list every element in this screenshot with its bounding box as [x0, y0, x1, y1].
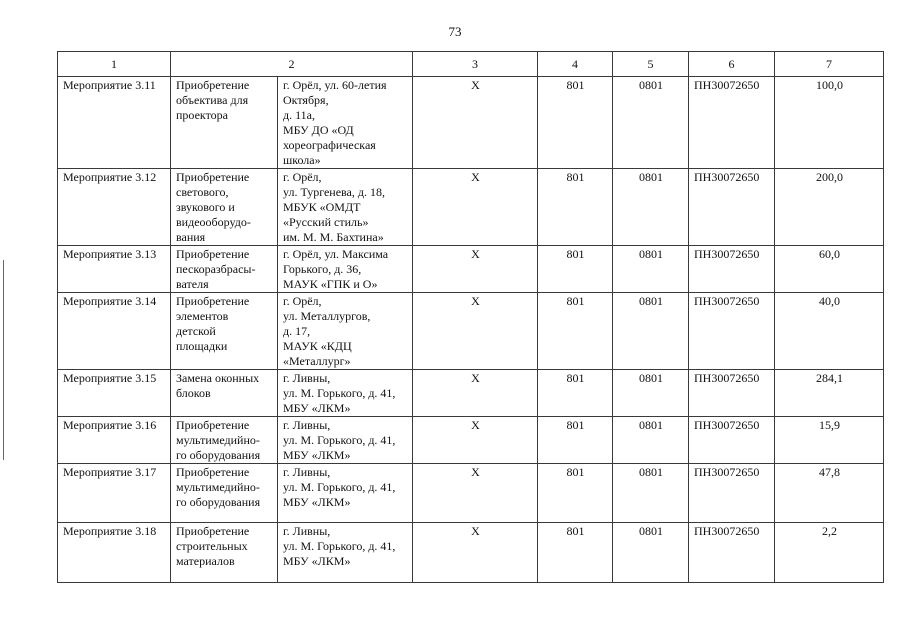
table-row [58, 523, 884, 583]
activity-name-cell: Мероприятие 3.18 [58, 523, 171, 583]
mark-cell: Х [413, 417, 538, 464]
activity-address-text: г. Орёл, ул. Максима Горького, д. 36, МАУК «ГПК и О» [283, 247, 389, 291]
activity-address-text: г. Орёл, ул. Тургенева, д. 18, МБУК «ОМДТ «Русский стиль» им. М. М. Бахтина» [283, 170, 385, 244]
section-code-cell: 0801 [613, 293, 689, 370]
department-code-cell: 801 [538, 246, 613, 293]
target-article-cell: ПН30072650 [689, 464, 775, 523]
section-code-cell: 0801 [613, 464, 689, 523]
table-row [58, 246, 884, 293]
department-code-cell: 801 [538, 464, 613, 523]
table-row [58, 464, 884, 523]
activity-address-cell [278, 417, 413, 464]
amount-cell: 100,0 [775, 77, 884, 169]
department-code-cell: 801 [538, 523, 613, 583]
table-row [58, 370, 884, 417]
table-row [58, 169, 884, 246]
amount-cell: 15,9 [775, 417, 884, 464]
activity-address-text: г. Ливны, ул. М. Горького, д. 41, МБУ «ЛКМ» [283, 524, 396, 568]
activity-description-text: Приобретение элементов детской площадки [176, 294, 250, 353]
column-header-7: 7 [775, 52, 884, 77]
section-code-cell: 0801 [613, 246, 689, 293]
column-header-6: 6 [689, 52, 775, 77]
activity-description-cell [171, 293, 278, 370]
column-header-3: 3 [413, 52, 538, 77]
activity-description-text: Приобретение пескоразбрасы- вателя [176, 247, 256, 291]
activity-description-text: Приобретение строительных материалов [176, 524, 250, 568]
activity-address-cell [278, 523, 413, 583]
activity-description-cell [171, 169, 278, 246]
target-article-cell: ПН30072650 [689, 293, 775, 370]
activity-address-cell [278, 246, 413, 293]
activity-description-cell [171, 464, 278, 523]
table-header-row [58, 52, 884, 77]
activity-name-cell: Мероприятие 3.12 [58, 169, 171, 246]
target-article-cell: ПН30072650 [689, 523, 775, 583]
activity-address-cell [278, 169, 413, 246]
page-number: 73 [448, 24, 462, 39]
section-code-cell: 0801 [613, 169, 689, 246]
activity-name-cell: Мероприятие 3.16 [58, 417, 171, 464]
activity-address-cell [278, 293, 413, 370]
target-article-cell: ПН30072650 [689, 246, 775, 293]
mark-cell: Х [413, 77, 538, 169]
amount-cell: 47,8 [775, 464, 884, 523]
activity-address-cell [278, 370, 413, 417]
amount-cell: 2,2 [775, 523, 884, 583]
section-code-cell: 0801 [613, 77, 689, 169]
activity-description-cell [171, 77, 278, 169]
target-article-cell: ПН30072650 [689, 370, 775, 417]
mark-cell: Х [413, 246, 538, 293]
activity-address-text: г. Ливны, ул. М. Горького, д. 41, МБУ «ЛКМ» [283, 465, 396, 509]
table-row [58, 417, 884, 464]
activity-address-text: г. Орёл, ул. Металлургов, д. 17, МАУК «КДЦ «Металлург» [283, 294, 371, 368]
mark-cell: Х [413, 370, 538, 417]
activity-description-text: Приобретение мультимедийно- го оборудования [176, 465, 261, 509]
table-row [58, 77, 884, 169]
scan-margin-line [3, 260, 4, 460]
department-code-cell: 801 [538, 370, 613, 417]
activity-name-cell: Мероприятие 3.14 [58, 293, 171, 370]
column-header-1: 1 [58, 52, 171, 77]
target-article-cell: ПН30072650 [689, 169, 775, 246]
activity-address-text: г. Орёл, ул. 60-летия Октября, д. 11а, МБУ ДО «ОД хореографическая школа» [283, 78, 387, 167]
mark-cell: Х [413, 523, 538, 583]
target-article-cell: ПН30072650 [689, 77, 775, 169]
department-code-cell: 801 [538, 77, 613, 169]
mark-cell: Х [413, 464, 538, 523]
activity-description-cell [171, 417, 278, 464]
activity-name-cell: Мероприятие 3.13 [58, 246, 171, 293]
activity-address-cell [278, 464, 413, 523]
activity-description-text: Замена оконных блоков [176, 371, 260, 400]
activity-description-text: Приобретение светового, звукового и видеооборудо- вания [176, 170, 251, 244]
target-article-cell: ПН30072650 [689, 417, 775, 464]
column-header-4: 4 [538, 52, 613, 77]
activity-name-cell: Мероприятие 3.11 [58, 77, 171, 169]
activity-description-cell [171, 370, 278, 417]
activity-description-text: Приобретение объектива для проектора [176, 78, 250, 122]
table-row [58, 293, 884, 370]
activity-description-text: Приобретение мультимедийно- го оборудования [176, 418, 261, 462]
activity-address-cell [278, 77, 413, 169]
amount-cell: 60,0 [775, 246, 884, 293]
activity-address-text: г. Ливны, ул. М. Горького, д. 41, МБУ «ЛКМ» [283, 418, 396, 462]
department-code-cell: 801 [538, 293, 613, 370]
column-header-2: 2 [171, 52, 413, 77]
activity-description-cell [171, 246, 278, 293]
activity-name-cell: Мероприятие 3.17 [58, 464, 171, 523]
budget-table [57, 51, 884, 583]
amount-cell: 284,1 [775, 370, 884, 417]
section-code-cell: 0801 [613, 523, 689, 583]
department-code-cell: 801 [538, 417, 613, 464]
column-header-5: 5 [613, 52, 689, 77]
department-code-cell: 801 [538, 169, 613, 246]
amount-cell: 40,0 [775, 293, 884, 370]
activity-name-cell: Мероприятие 3.15 [58, 370, 171, 417]
section-code-cell: 0801 [613, 370, 689, 417]
mark-cell: Х [413, 293, 538, 370]
activity-address-text: г. Ливны, ул. М. Горького, д. 41, МБУ «ЛКМ» [283, 371, 396, 415]
amount-cell: 200,0 [775, 169, 884, 246]
activity-description-cell [171, 523, 278, 583]
section-code-cell: 0801 [613, 417, 689, 464]
mark-cell: Х [413, 169, 538, 246]
